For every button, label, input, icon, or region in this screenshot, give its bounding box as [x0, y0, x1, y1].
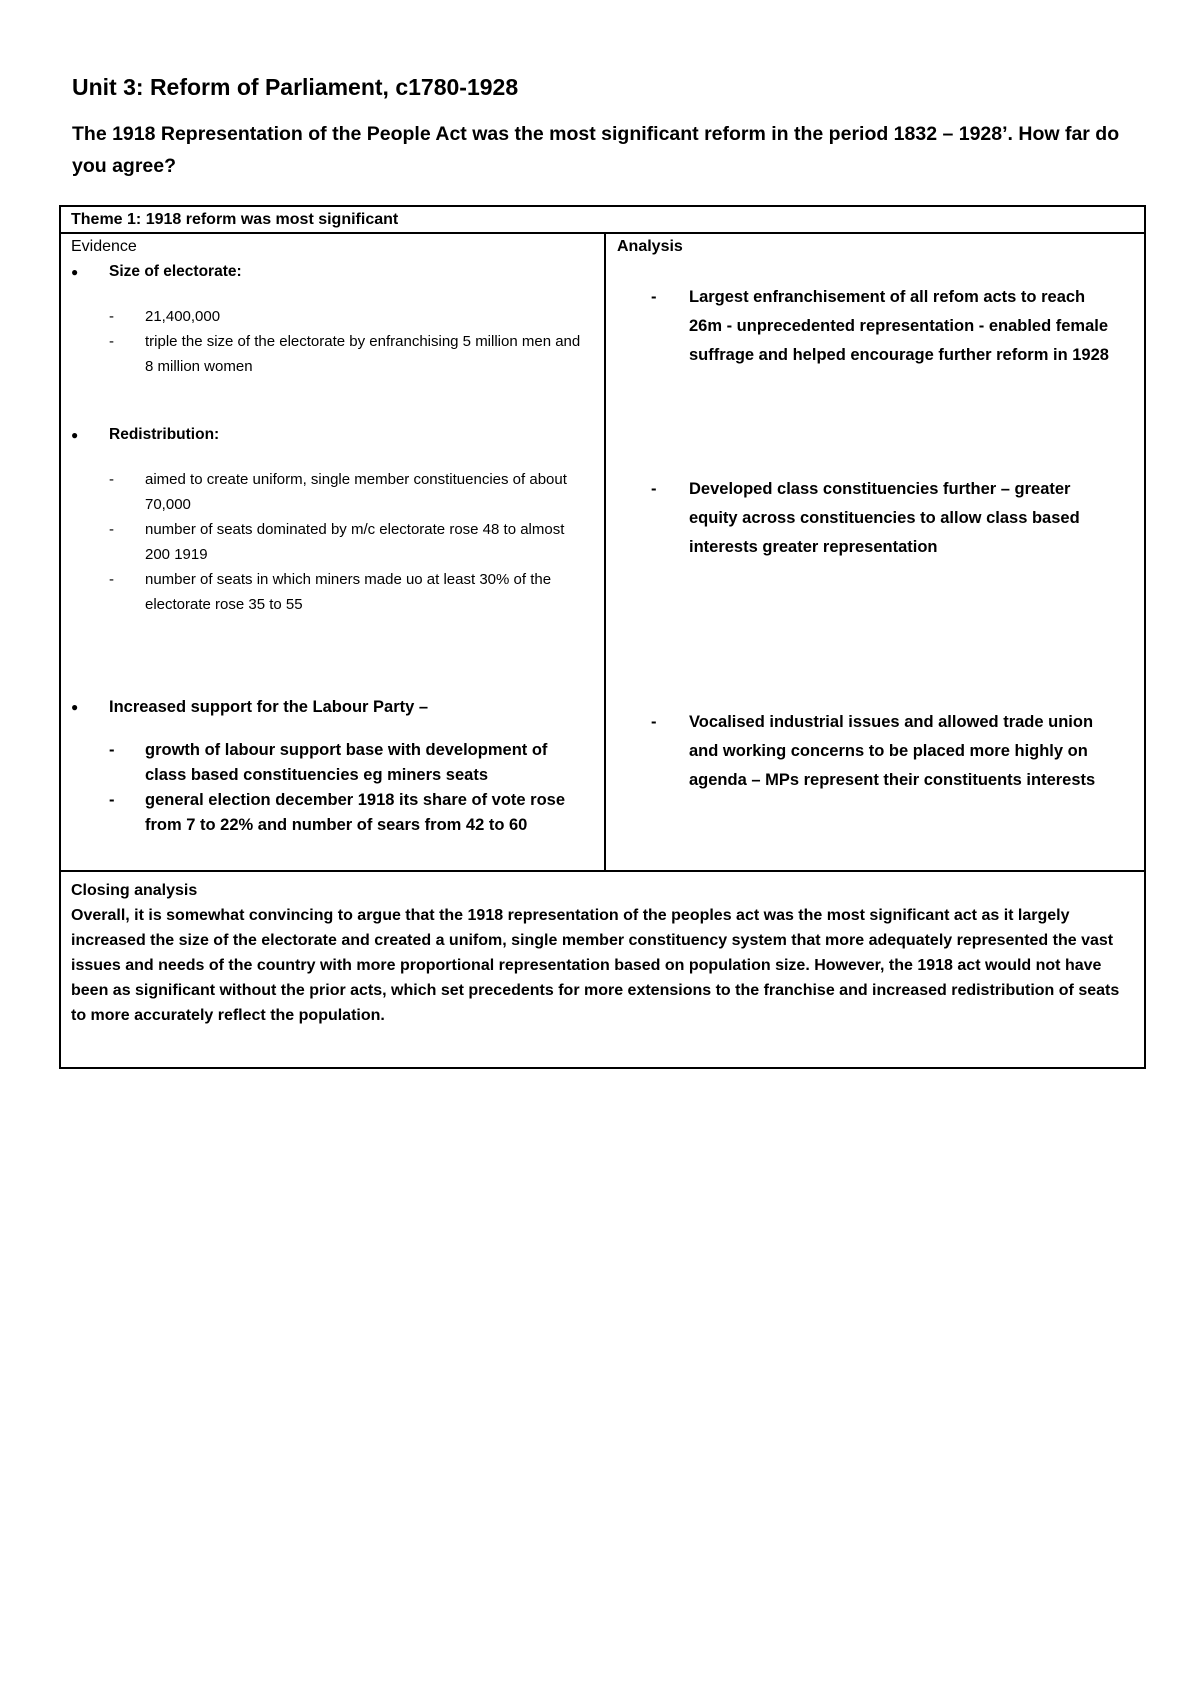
closing-analysis: [71, 878, 1133, 1028]
evidence-heading: Redistribution:: [109, 426, 220, 443]
analysis-point: - Developed class constituencies further – greater equity across constituencies to allow class based interests greater representation: [651, 480, 1080, 556]
evidence-item: - number of seats dominated by m/c electorate rose 48 to almost 200 1919: [109, 521, 565, 563]
evidence-heading: Increased support for the Labour Party –: [109, 697, 429, 716]
evidence-heading: Size of electorate:: [109, 263, 242, 280]
theme-heading: Theme 1: 1918 reform was most significant: [61, 207, 1144, 234]
evidence-item: - number of seats in which miners made uo at least 30% of the electorate rose 35 to 55: [109, 571, 552, 613]
essay-question: The 1918 Representation of the People Act was the most significant reform in the period 1832 – 1928’. How far do you agree?: [72, 123, 1120, 177]
essay-plan-table: [59, 205, 1146, 1069]
bullet-icon: ●: [71, 428, 79, 442]
column-divider: [604, 234, 606, 870]
evidence-section-redistribution: [71, 424, 591, 617]
analysis-header: Analysis: [617, 238, 683, 255]
bullet-icon: ●: [71, 700, 79, 714]
evidence-item: - growth of labour support base with development of class based constituencies eg miners seats: [109, 741, 548, 784]
evidence-item: - triple the size of the electorate by enfranchising 5 million men and 8 million women: [109, 333, 581, 375]
evidence-section-electorate: [71, 240, 591, 379]
evidence-item: - aimed to create uniform, single member constituencies of about 70,000: [109, 471, 567, 513]
evidence-item: - 21,400,000: [109, 308, 221, 325]
analysis-point: - Vocalised industrial issues and allowed trade union and working concerns to be placed more highly on agenda – MPs represent their constituents interests: [651, 713, 1096, 789]
evidence-section-labour: [71, 696, 591, 838]
page-title: Unit 3: Reform of Parliament, c1780-1928: [72, 74, 519, 100]
bullet-icon: ●: [71, 265, 79, 279]
evidence-item: - general election december 1918 its share of vote rose from 7 to 22% and number of sears from 42 to 60: [109, 791, 566, 834]
closing-title: Closing analysis: [71, 882, 198, 899]
analysis-point: - Largest enfranchisement of all refom acts to reach 26m - unprecedented representation - enabled female suffrage and helped encourage further reform in 1928: [651, 288, 1109, 364]
closing-divider: [61, 870, 1144, 872]
evidence-header: Evidence: [71, 238, 137, 255]
closing-text: Overall, it is somewhat convincing to argue that the 1918 representation of the peoples act was the most significant act as it largely increased the size of the electorate and created a unifom, single member constituency system that more adequately represented the vast issues and needs of the country with more proportional representation based on population size. However, the 1918 act would not have been as significant without the prior acts, which set precedents for more extensions to the franchise and increased redistribution of seats to more accurately reflect the population.: [71, 907, 1120, 1024]
